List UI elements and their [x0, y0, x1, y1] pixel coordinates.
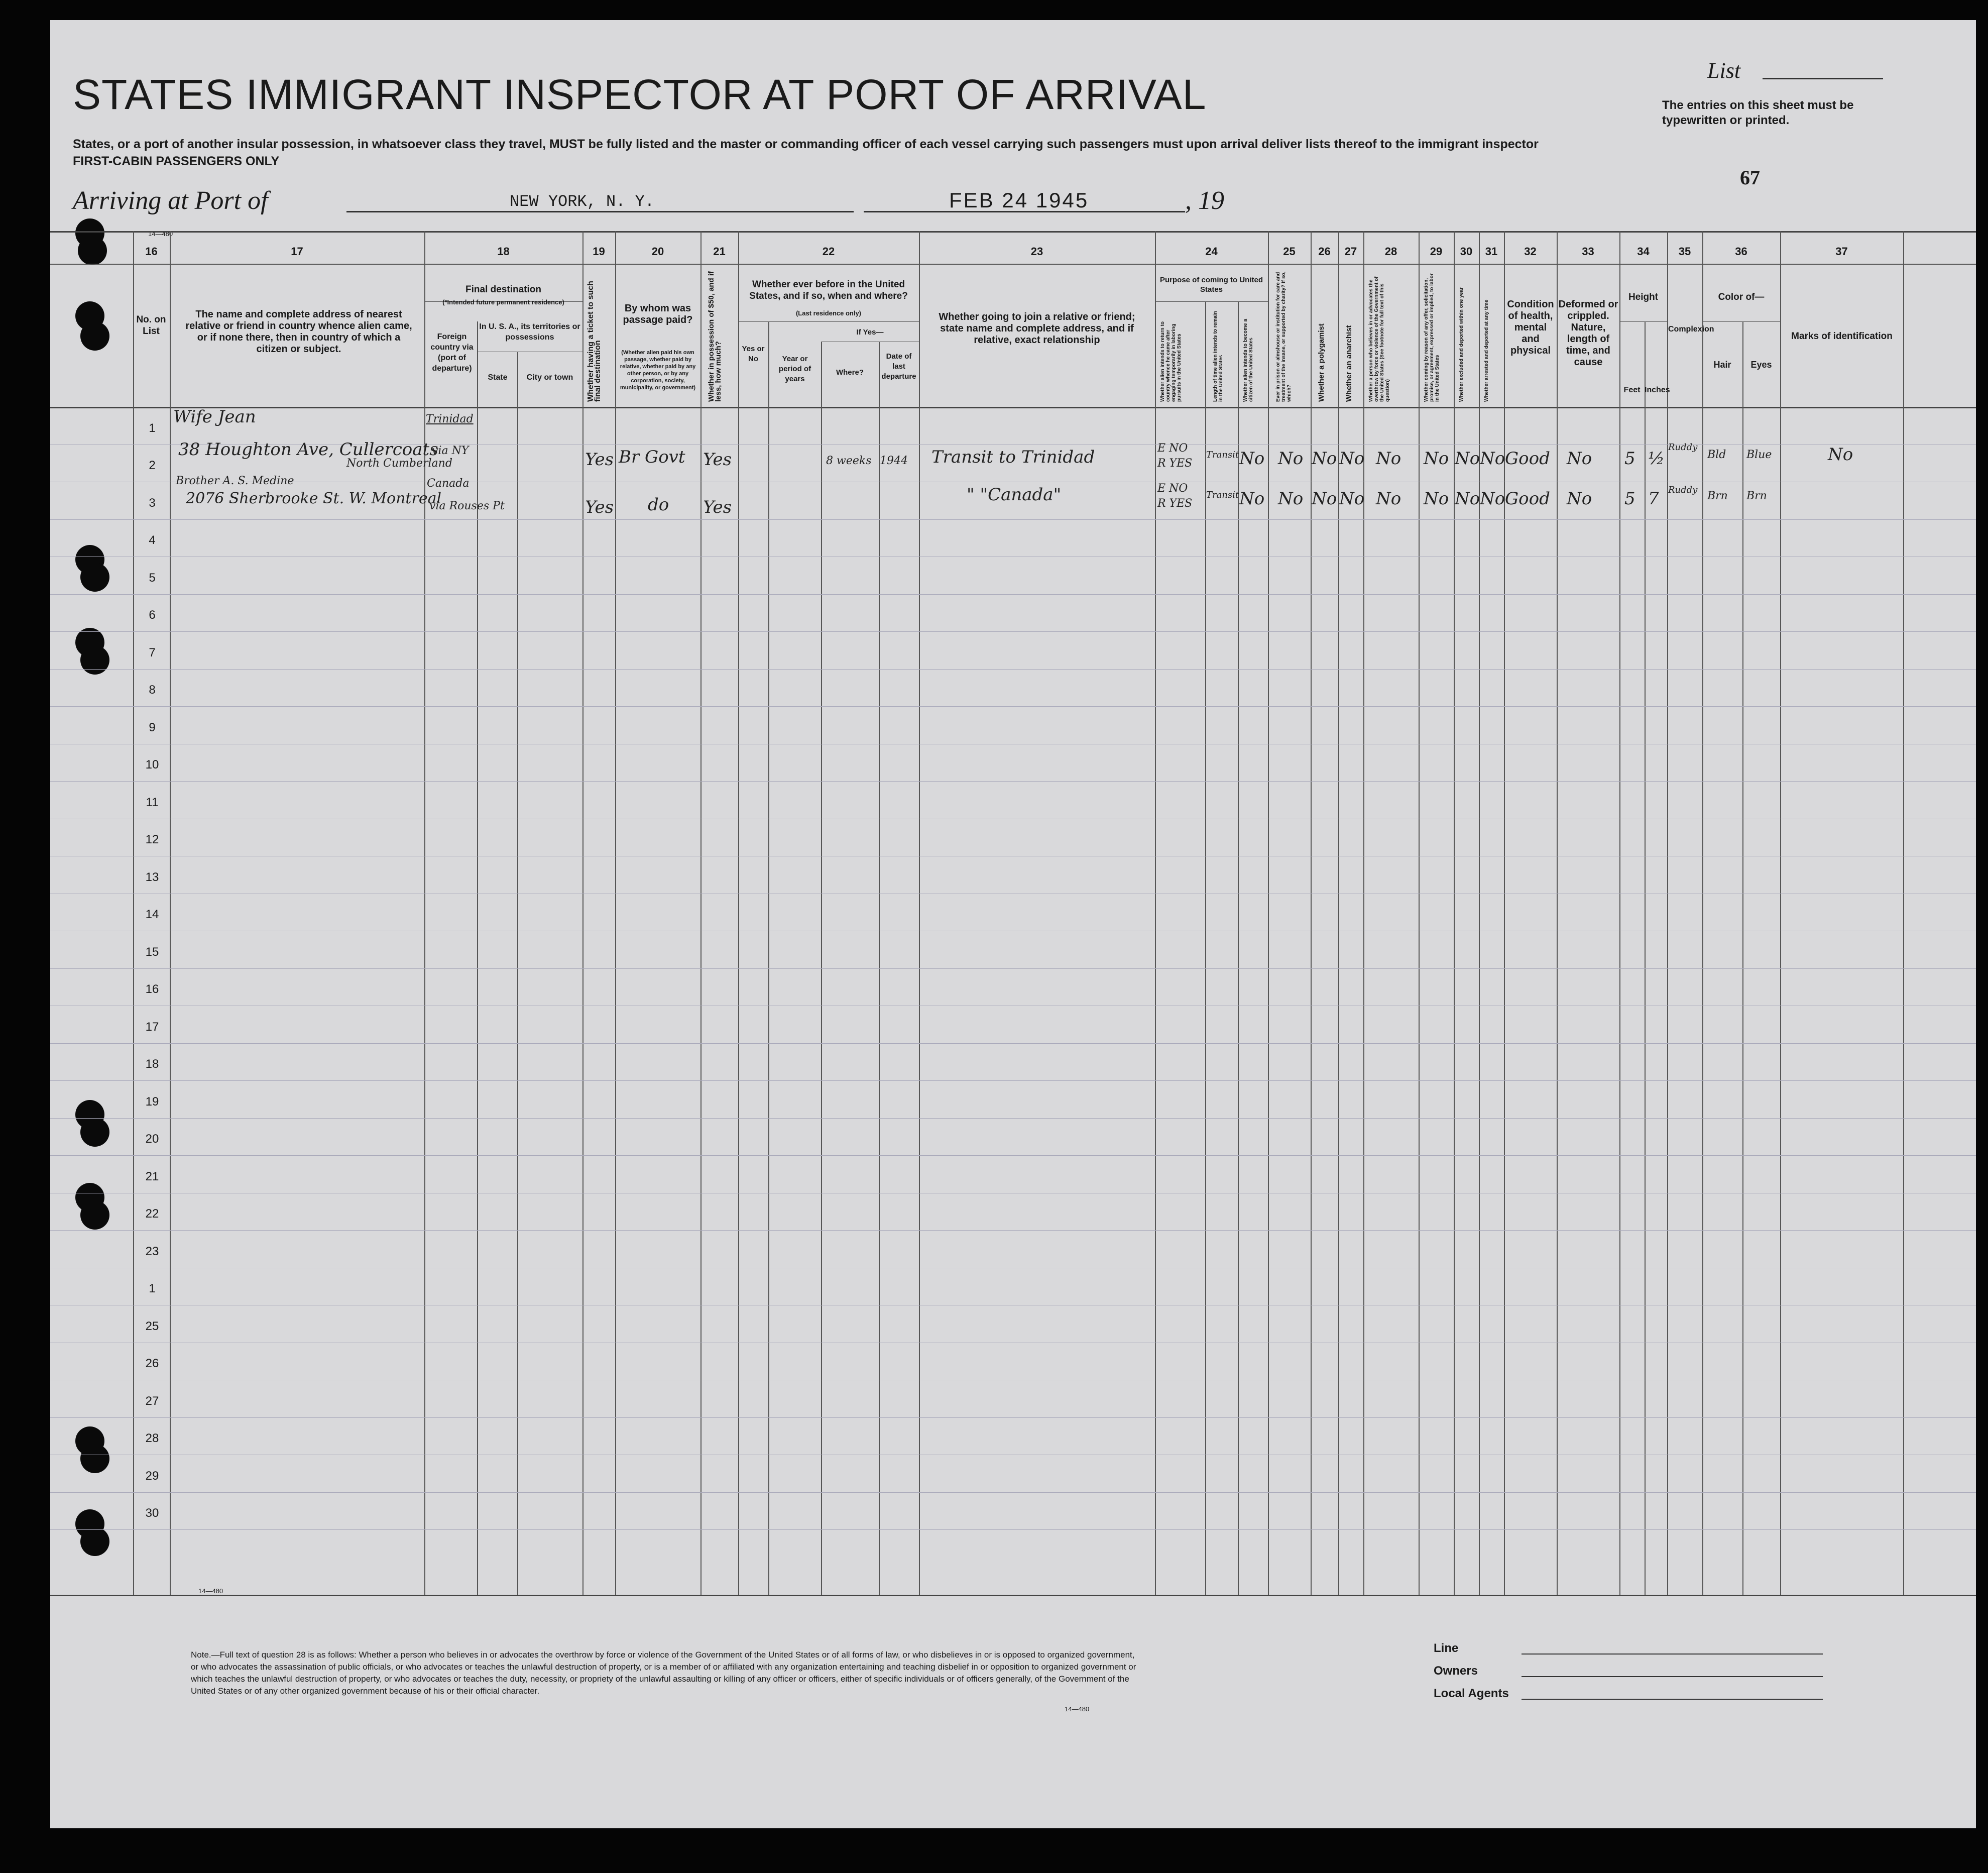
row-rule	[50, 594, 1976, 595]
header-no-on-list: No. on List	[136, 314, 166, 337]
list-underline	[1763, 78, 1883, 79]
col-divider	[424, 231, 425, 1595]
row-number: 18	[145, 1057, 159, 1071]
row-number: 12	[145, 833, 159, 846]
punch-hole	[80, 563, 109, 592]
column-number: 31	[1485, 245, 1498, 258]
column-number: 24	[1205, 245, 1218, 258]
row-number: 9	[149, 720, 156, 734]
owners-label: Owners	[1434, 1664, 1478, 1678]
row-rule	[50, 1080, 1976, 1081]
entry-1-relative-line3: North Cumberland	[346, 457, 452, 470]
header-prison: Ever in prison or almshouse or institution for care and treatment of the insane, or supported by charity? If so, which?	[1275, 271, 1292, 402]
entry-2-citizen: No	[1239, 489, 1265, 509]
entry-2-deformed: No	[1567, 489, 1592, 509]
entry-1-q29: No	[1424, 449, 1449, 469]
header-joining: Whether going to join a relative or friend; state name and complete address, and if relative, exact relationship	[939, 311, 1135, 346]
entry-1-length: Transit	[1206, 450, 1239, 460]
entry-1-q28: No	[1376, 449, 1401, 469]
date-stamp: FEB 24 1945	[949, 188, 1089, 212]
column-number: 27	[1344, 245, 1357, 258]
header-where: Where?	[836, 368, 864, 377]
header-passage: By whom was passage paid?	[623, 303, 693, 325]
entry-1-period: 8 weeks	[826, 455, 872, 467]
punch-hole	[80, 645, 109, 675]
col-divider	[477, 321, 478, 1595]
col-divider	[133, 231, 134, 1595]
header-inches: Inches	[1645, 386, 1670, 394]
header-marks: Marks of identification	[1791, 331, 1893, 342]
entry-1-fifty: Yes	[703, 450, 732, 470]
row-number: 14	[145, 908, 159, 921]
row-rule	[50, 1417, 1976, 1418]
subtitle-text: States, or a port of another insular possession, in whatsoever class they travel, MUST be fully listed and the master or commanding officer of each vessel carrying such passengers must upon arrival deliver lists thereof to the immigrant inspector	[73, 137, 1539, 151]
entry-2-ticket: Yes	[585, 497, 614, 517]
column-number: 19	[593, 245, 605, 258]
subheader-rule	[1619, 321, 1667, 322]
row-number: 15	[145, 945, 159, 959]
subheader-rule	[1155, 301, 1268, 302]
entry-1-relative-line2: 38 Houghton Ave, Cullercoats	[178, 439, 438, 460]
row-rule	[50, 1155, 1976, 1156]
year-label: , 19	[1185, 186, 1224, 215]
col-divider	[1311, 231, 1312, 1595]
header-hair: Hair	[1713, 360, 1731, 370]
col-divider	[1155, 231, 1156, 1595]
column-number: 34	[1637, 245, 1650, 258]
row-number: 28	[145, 1431, 159, 1445]
col-divider	[1619, 231, 1620, 1595]
col-divider	[1268, 231, 1269, 1595]
row-number: 20	[145, 1132, 159, 1146]
col-divider	[1479, 231, 1480, 1595]
entry-1-relative-line1: Wife Jean	[173, 407, 256, 427]
header-color-of: Color of—	[1718, 292, 1765, 302]
entry-1-last-departure: 1944	[880, 455, 908, 467]
manifest-sheet	[50, 20, 1976, 1828]
line-underline	[1522, 1654, 1823, 1655]
column-number: 23	[1030, 245, 1043, 258]
entry-2-relative-line1: Brother A. S. Medine	[176, 475, 294, 487]
entry-1-deformed: No	[1567, 449, 1592, 469]
footer-form-code: 14—480	[198, 1587, 223, 1595]
col-divider	[738, 231, 739, 1595]
row-rule	[50, 1529, 1976, 1530]
col-divider	[1667, 231, 1668, 1595]
header-fifty-dollars: Whether in possession of $50, and if less, how much?	[707, 271, 723, 402]
entry-1-purpose-r: R YES	[1157, 457, 1193, 470]
header-purpose-length: Length of time alien intends to remain in the United States	[1213, 311, 1224, 402]
header-bottom-rule	[50, 407, 1976, 408]
punch-hole	[80, 1444, 109, 1473]
header-foreign-country: Foreign country via (port of departure)	[430, 333, 474, 373]
entry-2-eyes: Brn	[1746, 490, 1767, 502]
entry-2-polygamist: No	[1312, 489, 1337, 509]
row-number: 27	[145, 1394, 159, 1408]
punch-hole	[80, 1527, 109, 1556]
punch-hole	[80, 321, 109, 351]
port-value: NEW YORK, N. Y.	[510, 192, 655, 211]
row-rule	[50, 706, 1976, 707]
table-bottom-rule	[50, 1595, 1976, 1596]
entry-2-q29: No	[1424, 489, 1449, 509]
header-date-departure: Date of last departure	[881, 352, 916, 381]
column-number: 26	[1318, 245, 1331, 258]
column-number: 29	[1430, 245, 1443, 258]
column-number: 25	[1283, 245, 1296, 258]
entry-2-prison: No	[1278, 489, 1304, 509]
entry-1-prison: No	[1278, 449, 1304, 469]
header-q31: Whether arrested and deported at any time	[1484, 299, 1489, 402]
entry-2-q28: No	[1376, 489, 1401, 509]
col-divider	[700, 231, 701, 1595]
column-number: 17	[291, 245, 303, 258]
col-divider	[919, 231, 920, 1595]
header-deformed: Deformed or crippled. Nature, length of time, and cause	[1558, 299, 1618, 368]
col-divider	[1338, 231, 1339, 1595]
footer-note: Note.—Full text of question 28 is as follows: Whether a person who believes in or advocates the overthrow by force or violence of the Government of the United States or of all forms of law, or who disbelieves in or is opposed to organized government, or who advocates the assassination of public officials, or who advocates or teaches the unlawful destruction of property, or is a member of or affiliated with any organization entertaining and teaching disbelief in or opposition to organized government or which teaches the unlawful destruction of property, or who advocates or teaches the duty, necessity, or propriety of the unlawful assaulting or killing of any officer or officers, either of specific individuals or of officers generally, of the Government of the United States or of any other organized government because of his or their official character.	[191, 1650, 1136, 1696]
column-number: 21	[713, 245, 726, 258]
header-q29: Whether coming by reason of any offer, solicitation, promise, or agreement, expressed or implied, to labor in the United States	[1424, 273, 1440, 402]
header-if-yes: If Yes—	[856, 328, 884, 337]
entry-1-hair: Bld	[1707, 449, 1726, 461]
row-number: 3	[149, 496, 156, 510]
entry-2-via: via Rouses Pt	[429, 500, 505, 512]
punch-hole	[80, 1118, 109, 1147]
punch-hole	[80, 1200, 109, 1230]
entry-1-feet: 5	[1624, 449, 1635, 469]
column-number-rule	[50, 264, 1976, 265]
entry-1-foreign-country: Trinidad	[426, 413, 474, 425]
owners-underline	[1522, 1676, 1823, 1677]
row-rule	[50, 631, 1976, 632]
header-top-rule	[50, 231, 1976, 233]
header-usa: In U. S. A., its territories or possessions	[479, 322, 580, 342]
sheet-number: 67	[1740, 166, 1760, 189]
header-ticket: Whether having a ticket to such final destination	[587, 281, 602, 402]
row-number: 23	[145, 1244, 159, 1258]
entry-1-health: Good	[1505, 449, 1550, 469]
port-underline	[346, 211, 854, 212]
entry-2-inches: 7	[1648, 489, 1659, 509]
header-years: Year or period of years	[778, 355, 811, 383]
entry-2-length: Transit	[1206, 490, 1239, 500]
row-number: 8	[149, 683, 156, 697]
row-number: 7	[149, 645, 156, 659]
entry-2-complexion: Ruddy	[1668, 485, 1698, 495]
row-number: 29	[145, 1469, 159, 1483]
column-number: 16	[145, 245, 158, 258]
col-divider	[170, 231, 171, 1595]
row-number: 25	[145, 1319, 159, 1333]
row-number: 22	[145, 1207, 159, 1221]
row-rule	[50, 968, 1976, 969]
row-rule	[50, 519, 1976, 520]
header-health: Condition of health, mental and physical	[1507, 299, 1554, 356]
entry-2-foreign-country: Canada	[427, 477, 470, 490]
page-title: STATES IMMIGRANT INSPECTOR AT PORT OF ARRIVAL	[73, 71, 1207, 118]
entry-1-marks: No	[1828, 445, 1853, 465]
row-number: 1	[149, 421, 156, 435]
col-divider	[582, 231, 583, 1595]
col-divider	[1702, 231, 1703, 1595]
typewritten-note: The entries on this sheet must be typewritten or printed.	[1662, 98, 1854, 127]
entry-2-q30: No	[1455, 489, 1480, 509]
footer-form-code-2: 14—480	[1065, 1705, 1090, 1713]
row-number: 19	[145, 1094, 159, 1109]
row-number: 17	[145, 1020, 159, 1034]
header-final-destination: Final destination	[465, 284, 541, 295]
row-number: 5	[149, 571, 156, 585]
row-number: 4	[149, 533, 156, 547]
row-rule	[50, 781, 1976, 782]
form-code: 14—480	[148, 230, 173, 238]
entry-1-polygamist: No	[1312, 449, 1337, 469]
row-number: 16	[145, 982, 159, 996]
header-passage-note: (Whether alien paid his own passage, whether paid by relative, whether paid by any other person, or by any corporation, society, municipality, or government)	[620, 350, 696, 391]
col-divider	[1645, 321, 1646, 1595]
row-rule	[50, 1492, 1976, 1493]
agents-label: Local Agents	[1434, 1687, 1509, 1700]
entry-1-via: via NY	[432, 445, 469, 457]
entry-2-health: Good	[1505, 489, 1550, 509]
col-divider	[1454, 231, 1455, 1595]
row-rule	[50, 1118, 1976, 1119]
column-number: 33	[1582, 245, 1594, 258]
header-q30: Whether excluded and deported within one year	[1459, 287, 1464, 402]
column-number: 35	[1678, 245, 1691, 258]
entry-1-anarchist: No	[1339, 449, 1365, 469]
column-number: 30	[1460, 245, 1473, 258]
row-rule	[50, 669, 1976, 670]
header-purpose-return: Whether alien intends to return to country whence he came after engaging temporarily in laboring pursuits in the United States	[1160, 321, 1182, 402]
col-divider	[768, 321, 769, 1595]
header-ever-before: Whether ever before in the United States, and if so, when and where?	[749, 279, 908, 301]
agents-underline	[1522, 1699, 1823, 1700]
header-feet: Feet	[1623, 386, 1641, 394]
header-eyes: Eyes	[1750, 360, 1772, 370]
col-divider	[1780, 231, 1781, 1595]
line-label: Line	[1434, 1641, 1459, 1655]
entry-2-anarchist: No	[1339, 489, 1365, 509]
arriving-label: Arriving at Port of	[73, 186, 268, 215]
entry-2-joining: " "Canada"	[967, 485, 1062, 505]
row-number: 21	[145, 1169, 159, 1183]
row-rule	[50, 1043, 1976, 1044]
col-divider	[1504, 231, 1505, 1595]
row-number: 26	[145, 1357, 159, 1370]
row-number: 6	[149, 608, 156, 622]
subheader-rule	[1702, 321, 1780, 322]
col-divider	[615, 231, 616, 1595]
column-number: 36	[1735, 245, 1747, 258]
header-height: Height	[1628, 292, 1659, 302]
entry-1-complexion: Ruddy	[1668, 442, 1698, 453]
row-number: 11	[146, 795, 159, 809]
column-number: 37	[1835, 245, 1848, 258]
row-number: 2	[149, 459, 156, 472]
entry-2-passage: do	[648, 495, 669, 515]
header-anarchist: Whether an anarchist	[1345, 325, 1353, 402]
col-divider	[1419, 231, 1420, 1595]
header-q28: Whether a person who believes in or advocates the overthrow by force or violence of the Government of the United States (See footnote for full text of this question)	[1368, 276, 1390, 402]
entry-1-q30: No	[1455, 449, 1480, 469]
col-divider	[1363, 231, 1364, 1595]
entry-1-joining: Transit to Trinidad	[931, 447, 1095, 467]
column-number: 18	[497, 245, 510, 258]
entry-2-feet: 5	[1624, 489, 1635, 509]
row-number: 1	[149, 1282, 156, 1295]
punch-hole	[78, 236, 107, 265]
col-divider	[1903, 231, 1904, 1595]
entry-2-relative-line2: 2076 Sherbrooke St. W. Montreal	[186, 490, 442, 507]
header-yes-no: Yes or No	[742, 345, 765, 363]
header-city: City or town	[526, 373, 573, 382]
subheader-rule	[738, 321, 919, 322]
column-number: 22	[822, 245, 835, 258]
entry-1-inches: ½	[1648, 449, 1665, 469]
entry-1-q31: No	[1480, 449, 1505, 469]
header-purpose: Purpose of coming to United States	[1160, 276, 1263, 294]
entry-2-fifty: Yes	[703, 497, 732, 517]
entry-1-purpose: E NO	[1157, 442, 1188, 455]
row-rule	[50, 1230, 1976, 1231]
class-note: FIRST-CABIN PASSENGERS ONLY	[73, 154, 280, 168]
row-number: 30	[145, 1506, 159, 1520]
entry-1-eyes: Blue	[1746, 449, 1772, 461]
col-divider	[517, 352, 518, 1595]
entry-2-purpose-r: R YES	[1157, 497, 1193, 510]
header-purpose-citizen: Whether alien intends to become a citizen of the United States	[1243, 318, 1254, 402]
header-final-destination-note: (*Intended future permanent residence)	[442, 298, 564, 306]
header-ever-before-note: (Last residence only)	[795, 309, 862, 317]
entry-2-hair: Brn	[1707, 490, 1728, 502]
list-label: List	[1707, 58, 1741, 83]
col-divider	[1557, 231, 1558, 1595]
subtitle	[73, 136, 1579, 170]
column-number: 28	[1384, 245, 1397, 258]
entry-1-passage: Br Govt	[619, 447, 685, 467]
header-complexion: Complexion	[1668, 325, 1714, 334]
column-number: 32	[1524, 245, 1537, 258]
entry-2-purpose: E NO	[1157, 482, 1188, 495]
entry-1-citizen: No	[1239, 449, 1265, 469]
header-state: State	[488, 373, 508, 382]
header-polygamist: Whether a polygamist	[1317, 323, 1326, 402]
entry-2-q31: No	[1480, 489, 1505, 509]
column-number: 20	[651, 245, 664, 258]
header-relative: The name and complete address of nearest relative or friend in country whence alien came, or if none there, then in country of which a citizen or subject.	[185, 309, 412, 355]
row-number: 10	[145, 758, 159, 772]
entry-1-ticket: Yes	[585, 450, 614, 470]
col-divider	[1742, 321, 1743, 1595]
row-number: 13	[145, 870, 159, 884]
